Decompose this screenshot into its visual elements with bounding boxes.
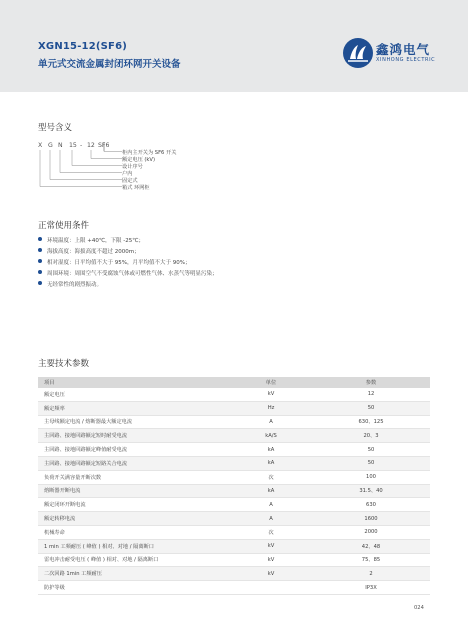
conditions-section-title: 正常使用条件 xyxy=(38,221,90,231)
table-row: 1 min 工频耐压 ( 峰值 ) 相对、对地 / 隔离断口 kV 42、48 xyxy=(38,539,430,553)
table-row: 主母线额定电流 / 熔断器最大额定电流 A 630、125 xyxy=(38,415,430,429)
model-desc-indoor: 户内 xyxy=(122,171,133,177)
model-desc-voltage: 额定电压 (kV) xyxy=(122,157,155,163)
table-row: 二次回路 1min 工频耐压 kV 2 xyxy=(38,567,430,581)
table-row: 主回路、接地回路额定峰值耐受电流 kA 50 xyxy=(38,443,430,457)
model-code-dash: - xyxy=(80,142,83,149)
page-header xyxy=(0,0,468,92)
bullet-icon xyxy=(38,259,42,263)
model-desc-design: 设计序号 xyxy=(122,164,143,170)
header-value: 参数 xyxy=(312,377,430,388)
table-row: 负荷开关满容量开断次数 次 100 xyxy=(38,470,430,484)
model-code-x: X xyxy=(38,142,43,149)
bullet-icon xyxy=(38,270,42,274)
bullet-icon xyxy=(38,248,42,252)
page-number: 024 xyxy=(414,605,424,611)
model-desc-fixed: 固定式 xyxy=(122,178,138,184)
model-code-15: 15 xyxy=(69,142,77,149)
condition-item: 海拔高度：海拔高度不超过 2000m； xyxy=(38,247,140,255)
product-model-title: XGN15-12(SF6) xyxy=(38,41,128,52)
table-row: 防护等级 IP3X xyxy=(38,581,430,595)
product-name-title: 单元式交流金属封闭环网开关设备 xyxy=(38,59,181,70)
condition-item: 相对湿度：日平均值不大于 95%，月平均值不大于 90%； xyxy=(38,258,190,266)
bullet-icon xyxy=(38,281,42,285)
model-connector-lines xyxy=(38,150,128,190)
table-row: 额定闭环开断电流 A 630 xyxy=(38,498,430,512)
model-code-n: N xyxy=(58,142,63,149)
table-row: 额定频率 Hz 50 xyxy=(38,401,430,415)
company-name-en: XINHONG ELECTRIC xyxy=(376,57,436,63)
company-name-cn: 鑫鸿电气 xyxy=(376,42,431,57)
header-item: 项目 xyxy=(38,377,230,388)
table-row: 额定转移电流 A 1600 xyxy=(38,512,430,526)
table-row: 熔断器开断电流 kA 31.5、40 xyxy=(38,484,430,498)
specs-section-title: 主要技术参数 xyxy=(38,359,90,369)
model-desc-box: 箱式 环网柜 xyxy=(122,185,150,191)
header-unit: 单位 xyxy=(230,377,312,388)
condition-item: 环境温度：上限 +40℃，下限 -25℃； xyxy=(38,236,144,244)
table-row: 主回路、接地回路额定短时耐受电流 kA/S 20、3 xyxy=(38,429,430,443)
table-header-row xyxy=(38,377,430,388)
specs-table xyxy=(38,377,430,595)
model-code-sf6: SF6 xyxy=(98,142,110,149)
model-code-12: 12 xyxy=(87,142,95,149)
company-logo-icon xyxy=(342,37,374,69)
table-row: 额定电压 kV 12 xyxy=(38,388,430,401)
table-row: 雷电冲击耐受电压 ( 峰值 ) 相对、对地 / 隔离断口 kV 75、85 xyxy=(38,553,430,567)
condition-item: 周围环境：周围空气不受腐蚀气体或可燃性气体、水蒸气等明显污染； xyxy=(38,269,218,277)
table-row: 主回路、接地回路额定短路关合电流 kA 50 xyxy=(38,456,430,470)
model-code-g: G xyxy=(48,142,53,149)
condition-item: 无经常性的剧烈振动。 xyxy=(38,280,102,288)
model-desc-sf6: 柜内主开关为 SF6 开关 xyxy=(122,150,177,156)
model-section-title: 型号含义 xyxy=(38,123,73,133)
bullet-icon xyxy=(38,237,42,241)
table-row: 机械寿命 次 2000 xyxy=(38,525,430,539)
